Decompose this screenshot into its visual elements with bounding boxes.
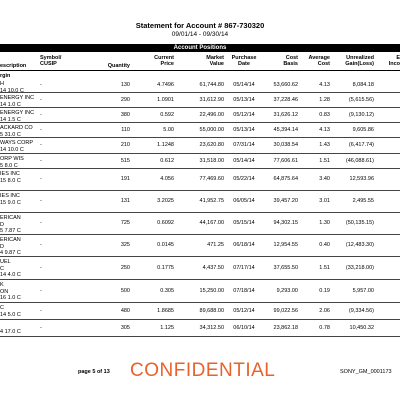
- position-purchase-date: 06/18/14: [233, 242, 255, 248]
- position-gain-loss: (50,135.15): [345, 220, 374, 226]
- position-symbol: -: [40, 142, 42, 148]
- position-price: 0.592: [160, 112, 174, 118]
- position-quantity: 290: [120, 97, 130, 103]
- position-description: K ON 16 1.0 C: [0, 282, 21, 302]
- position-gain-loss: (5,615.56): [348, 97, 374, 103]
- statement-title: Statement for Account # 867-730320: [135, 21, 265, 30]
- position-market-value: 31,518.00: [199, 158, 224, 164]
- position-gain-loss: 10,450.32: [349, 325, 374, 331]
- position-purchase-date: 07/17/14: [233, 265, 255, 271]
- position-average-cost: 4.13: [319, 82, 330, 88]
- position-market-value: 41,952.75: [199, 198, 224, 204]
- position-symbol: -: [40, 325, 42, 331]
- position-cost-basis: 37,228.46: [273, 97, 298, 103]
- table-row: [0, 169, 400, 191]
- position-market-value: 89,688.00: [199, 308, 224, 314]
- position-description: ORP WIS 5 8.0 C: [0, 156, 24, 169]
- table-row: [0, 108, 400, 123]
- position-purchase-date: 07/18/14: [233, 288, 255, 294]
- position-price: 3.2025: [157, 198, 174, 204]
- position-quantity: 250: [120, 265, 130, 271]
- position-cost-basis: 94,302.15: [273, 220, 298, 226]
- position-description: H 14 10.0 C: [0, 81, 24, 94]
- position-symbol: -: [40, 158, 42, 164]
- position-average-cost: 1.51: [319, 158, 330, 164]
- col-description: escription: [0, 63, 27, 69]
- position-quantity: 210: [120, 142, 130, 148]
- position-description: UEL C 14 4.0 C: [0, 259, 21, 279]
- col-purchase-date: Purchase Date: [231, 55, 257, 67]
- table-row: [0, 79, 400, 93]
- position-price: 4.7496: [157, 82, 174, 88]
- position-average-cost: 3.01: [319, 198, 330, 204]
- position-gain-loss: 8,084.18: [352, 82, 374, 88]
- position-cost-basis: 77,606.61: [273, 158, 298, 164]
- statement-period: 09/01/14 - 09/30/14: [171, 31, 229, 38]
- position-market-value: 44,167.00: [199, 220, 224, 226]
- position-market-value: 23,620.80: [199, 142, 224, 148]
- position-price: 1.1248: [157, 142, 174, 148]
- position-gain-loss: (9,334.56): [348, 308, 374, 314]
- table-row: [0, 213, 400, 235]
- position-gain-loss: 5,957.00: [352, 288, 374, 294]
- position-gain-loss: 12,593.96: [349, 176, 374, 182]
- position-description: ENERGY INC 14 1.5 C: [0, 110, 35, 123]
- position-gain-loss: (46,088.61): [345, 158, 374, 164]
- position-quantity: 191: [120, 176, 130, 182]
- position-symbol: -: [40, 127, 42, 133]
- table-row: [0, 93, 400, 108]
- position-description: C 14 5.0 C: [0, 305, 21, 318]
- position-market-value: 55,000.00: [199, 127, 224, 133]
- position-purchase-date: 05/13/14: [233, 97, 255, 103]
- position-quantity: 131: [120, 198, 130, 204]
- position-purchase-date: 05/15/14: [233, 220, 255, 226]
- col-quantity: Quantity: [107, 63, 130, 69]
- position-symbol: -: [40, 176, 42, 182]
- position-average-cost: 3.40: [319, 176, 330, 182]
- table-row: [0, 320, 400, 337]
- position-description: IES INC 15 9.0 C: [0, 193, 21, 206]
- margin-label: rgin: [0, 73, 11, 79]
- position-gain-loss: 9,605.86: [352, 127, 374, 133]
- position-purchase-date: 06/10/14: [233, 325, 255, 331]
- position-cost-basis: 45,394.14: [273, 127, 298, 133]
- position-average-cost: 1.30: [319, 220, 330, 226]
- col-cost-basis: Cost Basis: [283, 55, 298, 67]
- position-quantity: 130: [120, 82, 130, 88]
- position-market-value: 31,612.90: [199, 97, 224, 103]
- section-header: Account Positions: [0, 44, 400, 52]
- position-symbol: -: [40, 308, 42, 314]
- position-market-value: 61,744.80: [199, 82, 224, 88]
- position-average-cost: 0.19: [319, 288, 330, 294]
- position-cost-basis: 64,875.64: [273, 176, 298, 182]
- position-quantity: 725: [120, 220, 130, 226]
- position-purchase-date: 05/12/14: [233, 112, 255, 118]
- position-purchase-date: 05/14/14: [233, 82, 255, 88]
- table-row: [0, 154, 400, 169]
- position-symbol: -: [40, 242, 42, 248]
- position-cost-basis: 31,626.12: [273, 112, 298, 118]
- position-average-cost: 1.28: [319, 97, 330, 103]
- position-quantity: 500: [120, 288, 130, 294]
- position-description: ERICAN D 4 9.87 C: [0, 237, 21, 257]
- table-row: [0, 280, 400, 303]
- position-gain-loss: (6,417.74): [348, 142, 374, 148]
- position-gain-loss: (9,130.12): [348, 112, 374, 118]
- position-gain-loss: (33,218.00): [345, 265, 374, 271]
- position-purchase-date: 06/05/14: [233, 198, 255, 204]
- table-row: [0, 138, 400, 154]
- position-purchase-date: 05/14/14: [233, 158, 255, 164]
- table-row: [0, 257, 400, 280]
- col-market-value: Market Value: [206, 55, 224, 67]
- position-price: 4.056: [160, 176, 174, 182]
- position-quantity: 305: [120, 325, 130, 331]
- position-symbol: -: [40, 288, 42, 294]
- position-price: 0.305: [160, 288, 174, 294]
- position-quantity: 380: [120, 112, 130, 118]
- table-row: [0, 235, 400, 257]
- position-price: 5.00: [163, 127, 174, 133]
- position-description: WAYS CORP 14 10.0 C: [0, 140, 34, 153]
- position-cost-basis: 99,022.56: [273, 308, 298, 314]
- position-average-cost: 1.51: [319, 265, 330, 271]
- position-purchase-date: 05/22/14: [233, 176, 255, 182]
- position-cost-basis: 9,293.00: [276, 288, 298, 294]
- position-quantity: 325: [120, 242, 130, 248]
- position-purchase-date: 05/12/14: [233, 308, 255, 314]
- position-symbol: -: [40, 265, 42, 271]
- col-income: E Inco: [388, 55, 400, 67]
- position-gain-loss: 2,495.55: [352, 198, 374, 204]
- position-cost-basis: 53,660.62: [273, 82, 298, 88]
- position-symbol: -: [40, 82, 42, 88]
- position-cost-basis: 39,457.20: [273, 198, 298, 204]
- table-row: [0, 191, 400, 213]
- column-headers: [0, 53, 400, 71]
- position-market-value: 15,250.00: [199, 288, 224, 294]
- position-description: IES INC 15 8.0 C: [0, 171, 21, 184]
- position-average-cost: 4.13: [319, 127, 330, 133]
- position-symbol: -: [40, 198, 42, 204]
- position-market-value: 34,312.50: [199, 325, 224, 331]
- position-average-cost: 2.06: [319, 308, 330, 314]
- position-average-cost: 1.43: [319, 142, 330, 148]
- position-description: ENERGY INC 14 1.0 C: [0, 95, 35, 108]
- position-cost-basis: 37,655.50: [273, 265, 298, 271]
- position-price: 0.612: [160, 158, 174, 164]
- bates-number: SONY_GM_0001173: [340, 369, 392, 375]
- position-quantity: 515: [120, 158, 130, 164]
- position-symbol: -: [40, 220, 42, 226]
- position-price: 0.6092: [157, 220, 174, 226]
- table-row: [0, 303, 400, 320]
- position-cost-basis: 30,038.54: [273, 142, 298, 148]
- position-symbol: -: [40, 112, 42, 118]
- position-quantity: 110: [121, 127, 130, 133]
- position-price: 1.8685: [157, 308, 174, 314]
- position-symbol: -: [40, 97, 42, 103]
- position-average-cost: 0.40: [319, 242, 330, 248]
- position-description: ERICAN D 5 7.87 C: [0, 215, 21, 235]
- col-average-cost: Average Cost: [308, 55, 330, 67]
- col-symbol: Symbol/ CUSIP: [40, 55, 62, 67]
- position-market-value: 4,437.50: [202, 265, 224, 271]
- col-current-price: Current Price: [154, 55, 174, 67]
- position-price: 0.1775: [157, 265, 174, 271]
- position-cost-basis: 23,862.18: [273, 325, 298, 331]
- position-purchase-date: 05/13/14: [233, 127, 255, 133]
- position-price: 1.0901: [157, 97, 174, 103]
- position-description: 4 17.0 C: [0, 328, 21, 335]
- col-unrealized: Unrealized Gain(Loss): [345, 55, 374, 67]
- position-market-value: 77,469.60: [199, 176, 224, 182]
- position-purchase-date: 07/31/14: [233, 142, 255, 148]
- position-price: 1.125: [160, 325, 174, 331]
- page-number: page 5 of 13: [78, 369, 110, 375]
- position-cost-basis: 12,954.55: [273, 242, 298, 248]
- position-description: ACKARD CO 5 31.0 C: [0, 125, 33, 138]
- position-quantity: 480: [120, 308, 130, 314]
- position-price: 0.0145: [157, 242, 174, 248]
- position-average-cost: 0.78: [319, 325, 330, 331]
- position-market-value: 471.25: [207, 242, 224, 248]
- position-average-cost: 0.83: [319, 112, 330, 118]
- confidential-stamp: CONFIDENTIAL: [130, 360, 276, 381]
- position-gain-loss: (12,483.30): [345, 242, 374, 248]
- table-row: [0, 123, 400, 138]
- position-market-value: 22,496.00: [199, 112, 224, 118]
